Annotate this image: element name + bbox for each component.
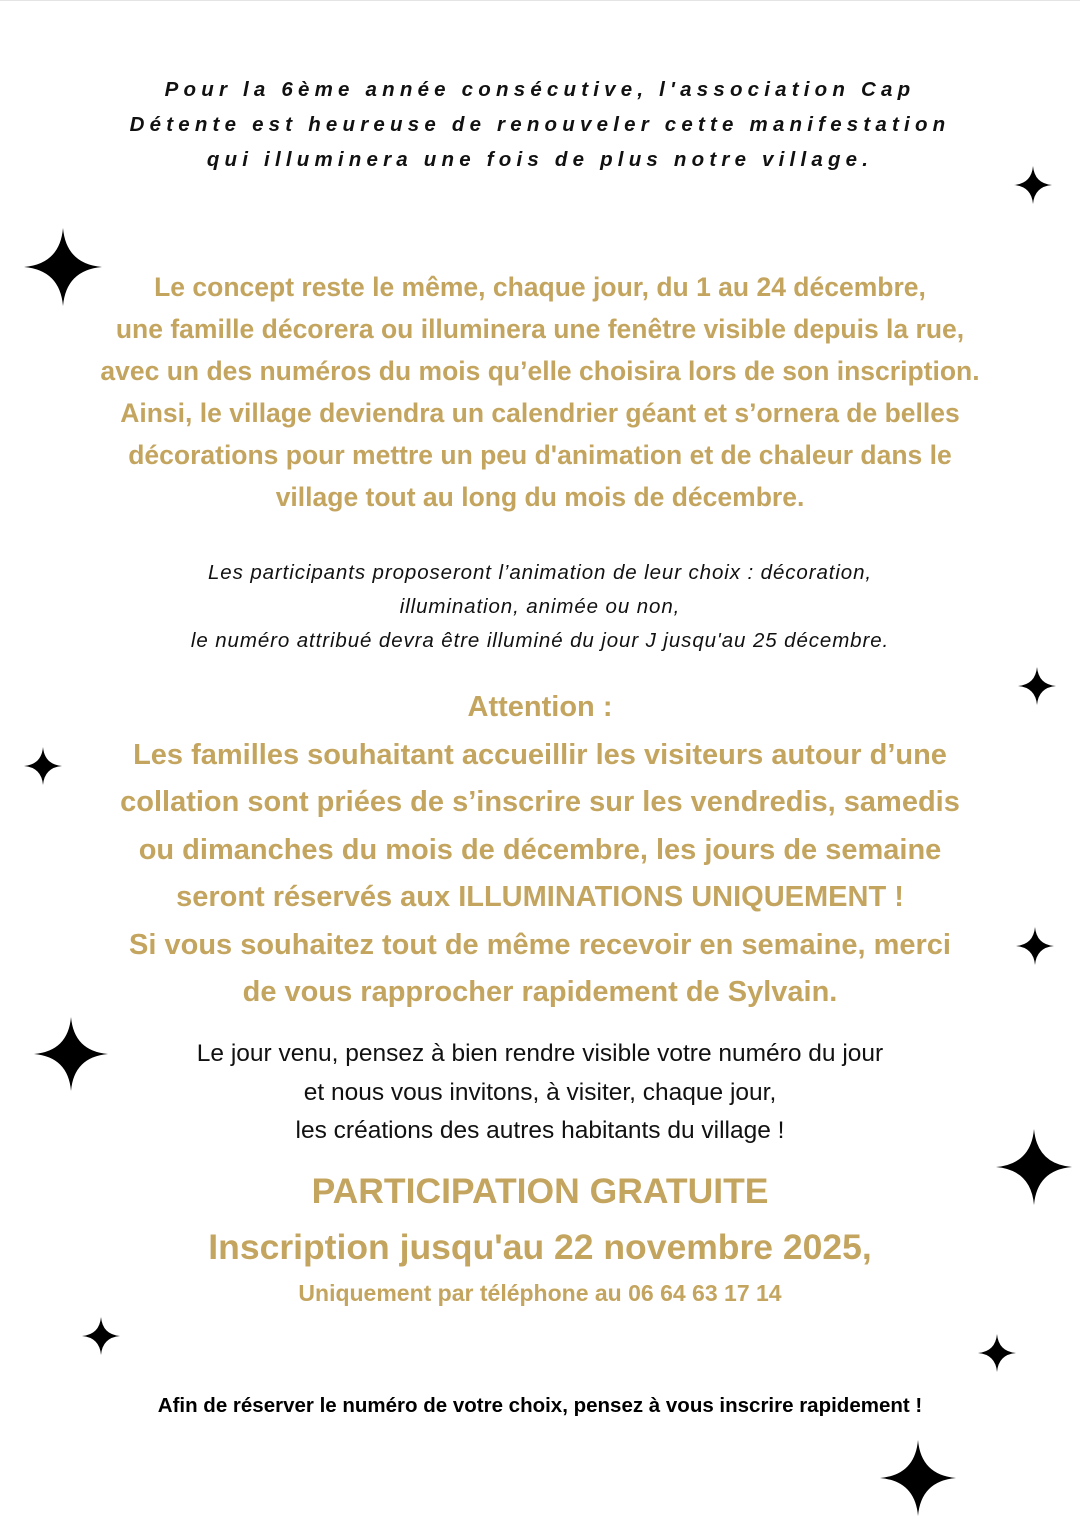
jour-venu-line: et nous vous invitons, à visiter, chaque jour,	[303, 1078, 777, 1106]
sparkle-icon	[996, 1129, 1072, 1205]
concept-line: Le concept reste le même, chaque jour, du 1 au 24 décembre,	[154, 272, 926, 302]
top-border	[0, 0, 1080, 1]
sparkle-icon	[1014, 166, 1052, 204]
concept-line: décorations pour mettre un peu d'animation et de chaleur dans le	[128, 440, 952, 470]
attention-heading: Attention :	[467, 691, 613, 723]
closing-note: Afin de réserver le numéro de votre choix, pensez à vous inscrire rapidement !	[157, 1394, 923, 1417]
concept-line: avec un des numéros du mois qu’elle choisira lors de son inscription.	[100, 356, 980, 386]
sparkle-icon	[880, 1440, 956, 1516]
concept-line: une famille décorera ou illuminera une fenêtre visible depuis la rue,	[115, 314, 965, 344]
sparkle-icon	[34, 1017, 108, 1091]
telephone-line: Uniquement par téléphone au 06 64 63 17 14	[298, 1280, 782, 1306]
sparkle-icon	[1018, 667, 1056, 705]
concept-line: village tout au long du mois de décembre.	[275, 482, 805, 512]
participants-line: Les participants proposeront l’animation de leur choix : décoration,	[207, 561, 873, 584]
concept-paragraph	[0, 266, 1080, 518]
jour-venu-line: les créations des autres habitants du village !	[295, 1117, 785, 1144]
sparkle-icon	[1016, 927, 1054, 965]
sparkle-icon	[24, 747, 62, 785]
attention-line: collation sont priées de s’inscrire sur les vendredis, samedis	[120, 786, 960, 818]
intro-paragraph	[0, 72, 1080, 177]
participants-line: illumination, animée ou non,	[399, 595, 681, 618]
sparkle-icon	[24, 228, 102, 306]
participants-line: le numéro attribué devra être illuminé du jour J jusqu'au 25 décembre.	[190, 629, 890, 652]
participants-paragraph	[0, 556, 1080, 658]
inscription-deadline: Inscription jusqu'au 22 novembre 2025,	[208, 1227, 872, 1267]
attention-line: de vous rapprocher rapidement de Sylvain.	[242, 976, 838, 1008]
concept-line: Ainsi, le village deviendra un calendrier géant et s’ornera de belles	[120, 398, 960, 428]
intro-line: Pour la 6ème année consécutive, l'association Cap	[164, 78, 916, 101]
sparkle-icon	[82, 1317, 120, 1355]
attention-line: seront réservés aux ILLUMINATIONS UNIQUEMENT !	[176, 881, 904, 913]
sparkle-icon	[978, 1334, 1016, 1372]
participation-heading: PARTICIPATION GRATUITE	[311, 1171, 769, 1211]
jour-venu-line: Le jour venu, pensez à bien rendre visible votre numéro du jour	[196, 1040, 884, 1067]
attention-line: Les familles souhaitant accueillir les visiteurs autour d’une	[133, 738, 947, 771]
jour-venu-paragraph	[0, 1035, 1080, 1151]
attention-paragraph	[0, 684, 1080, 1017]
attention-line: ou dimanches du mois de décembre, les jours de semaine	[138, 833, 942, 866]
intro-line: qui illuminera une fois de plus notre village.	[206, 148, 874, 171]
intro-line: Détente est heureuse de renouveler cette manifestation	[129, 113, 951, 136]
attention-line: Si vous souhaitez tout de même recevoir en semaine, merci	[129, 928, 951, 961]
